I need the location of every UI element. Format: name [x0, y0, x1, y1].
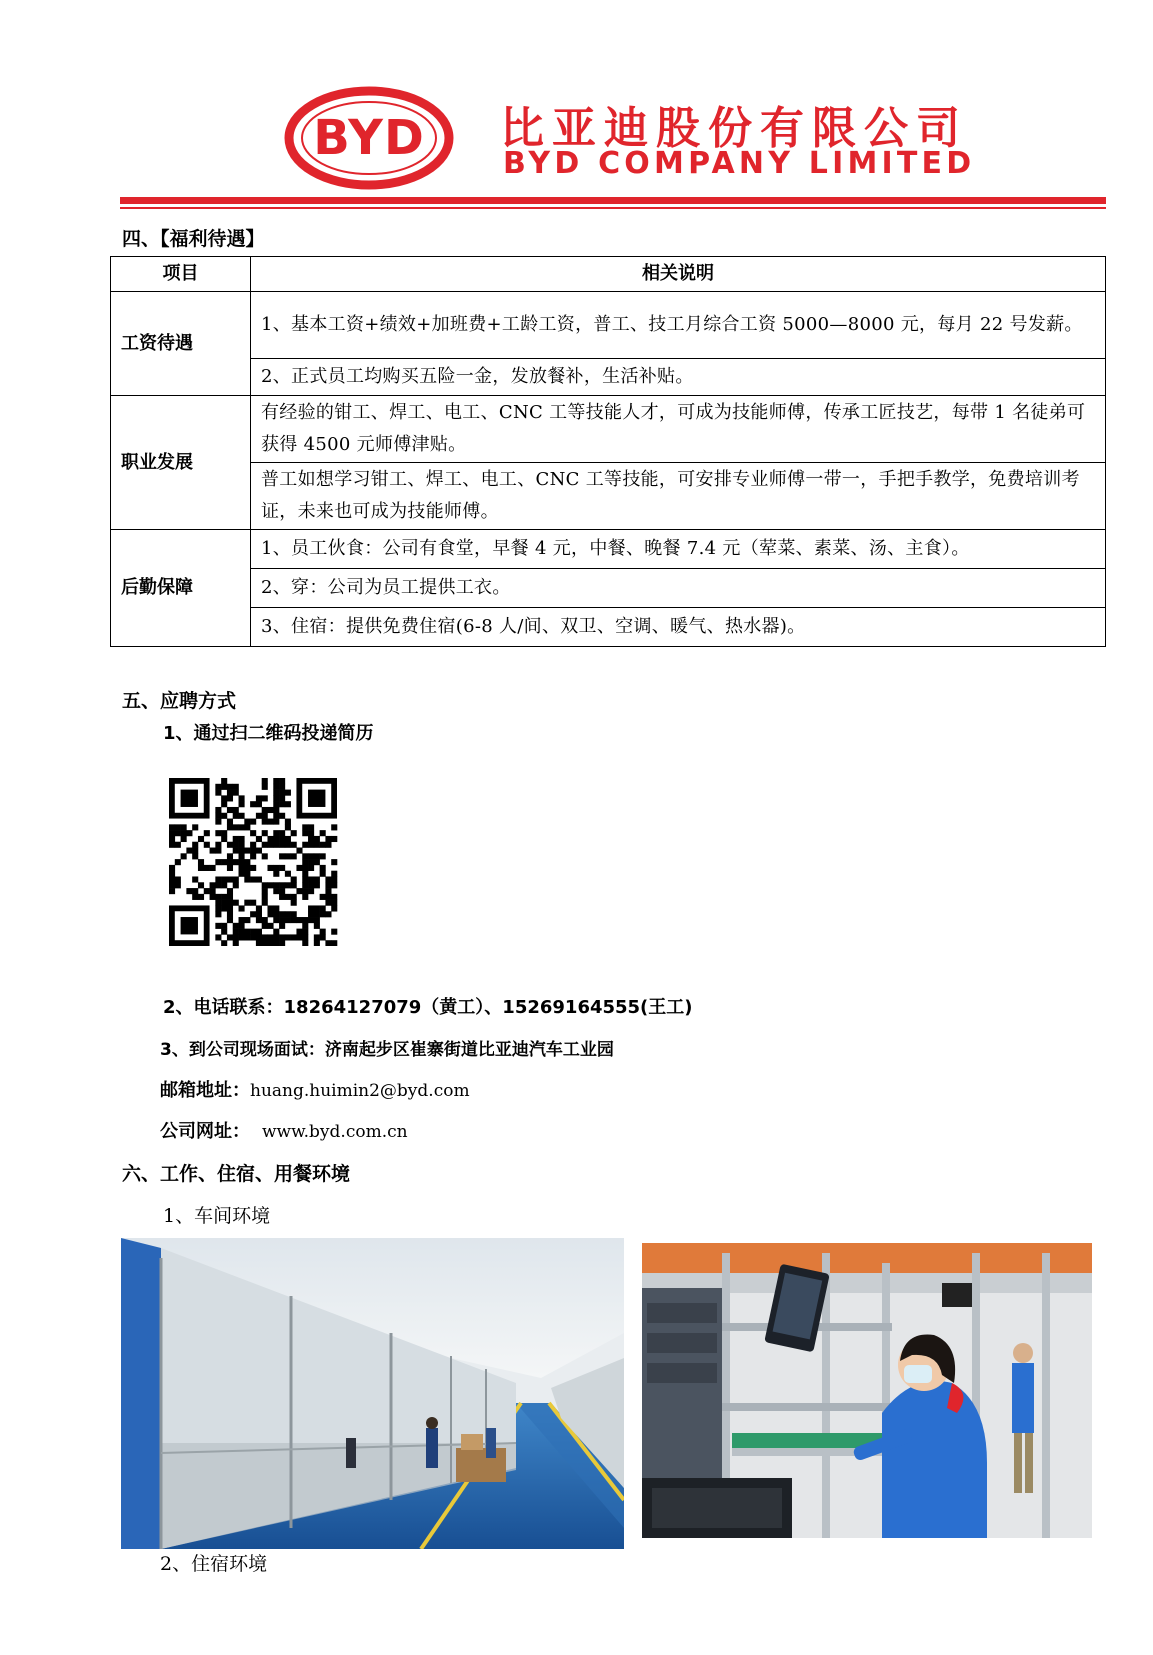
table-cell: 2、穿：公司为员工提供工衣。: [251, 569, 1106, 608]
table-row: [111, 569, 1106, 608]
table-cell: 普工如想学习钳工、焊工、电工、CNC 工等技能，可安排专业师傅一带一，手把手教学，免费培训考证，未来也可成为技能师傅。: [251, 463, 1106, 530]
website-label: 公司网址：: [160, 1121, 250, 1142]
workshop-corridor-photo: [121, 1238, 624, 1549]
assembly-worker-photo: [642, 1243, 1092, 1538]
header-rule-thin: [120, 207, 1106, 209]
company-name-cn: 比亚迪股份有限公司: [500, 103, 968, 154]
table-cell: 2、正式员工均购买五险一金，发放餐补，生活补贴。: [251, 359, 1106, 396]
column-header-item: 项目: [111, 257, 251, 292]
table-row: [111, 530, 1106, 569]
table-cell: 3、住宿：提供免费住宿(6-8 人/间、双卫、空调、暖气、热水器)。: [251, 608, 1106, 647]
logo-text: BYD: [313, 110, 425, 166]
website-line: [160, 1117, 408, 1143]
apply-method-qr: 1、通过扫二维码投递简历: [163, 723, 374, 744]
company-name-en: BYD COMPANY LIMITED: [503, 146, 976, 181]
column-header-desc: 相关说明: [251, 257, 1106, 292]
table-row: [111, 292, 1106, 359]
table-header-row: [111, 257, 1106, 292]
qr-code[interactable]: [167, 778, 339, 946]
section-title-apply: 五、应聘方式: [122, 690, 237, 712]
category-career: 职业发展: [111, 396, 251, 530]
apply-method-onsite: 3、到公司现场面试：济南起步区崔寨街道比亚迪汽车工业园: [160, 1040, 614, 1060]
email-value[interactable]: huang.huimin2@byd.com: [250, 1081, 470, 1101]
category-logistics: 后勤保障: [111, 530, 251, 647]
dorm-env-label: 2、住宿环境: [160, 1553, 268, 1575]
workshop-env-label: 1、车间环境: [163, 1205, 271, 1227]
category-salary: 工资待遇: [111, 292, 251, 396]
benefits-table: [110, 256, 1106, 647]
website-value[interactable]: www.byd.com.cn: [262, 1122, 408, 1142]
section-title-benefits: 四、【福利待遇】: [122, 228, 265, 250]
section-title-environment: 六、工作、住宿、用餐环境: [122, 1163, 351, 1185]
table-row: [111, 608, 1106, 647]
letterhead: [0, 0, 1153, 215]
table-cell: 1、员工伙食：公司有食堂，早餐 4 元，中餐、晚餐 7.4 元（荤菜、素菜、汤、主食）。: [251, 530, 1106, 569]
email-label: 邮箱地址：: [160, 1080, 250, 1101]
apply-method-phone: 2、电话联系：18264127079（黄工）、15269164555(王工): [163, 997, 693, 1018]
table-cell: 1、基本工资+绩效+加班费+工龄工资，普工、技工月综合工资 5000—8000 元，每月 22 号发薪。: [251, 292, 1106, 359]
email-line: [160, 1076, 470, 1102]
header-rule-thick: [120, 197, 1106, 204]
byd-logo: [284, 86, 454, 190]
table-row: [111, 359, 1106, 396]
table-cell: 有经验的钳工、焊工、电工、CNC 工等技能人才，可成为技能师傅，传承工匠技艺，每带 1 名徒弟可获得 4500 元师傅津贴。: [251, 396, 1106, 463]
table-row: [111, 463, 1106, 530]
table-row: [111, 396, 1106, 463]
